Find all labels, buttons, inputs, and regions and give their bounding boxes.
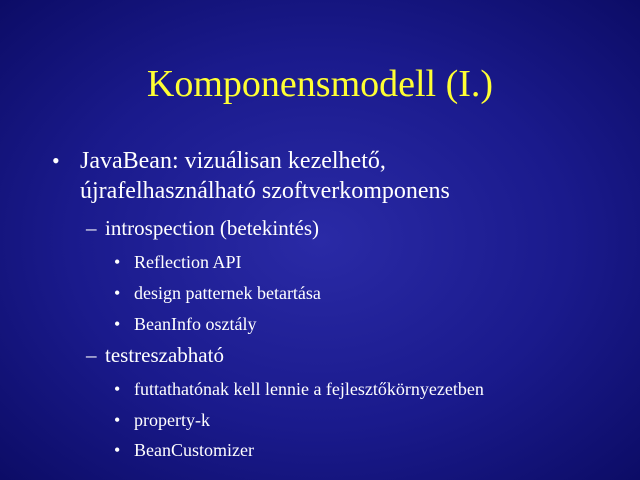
sub-bullet-label: introspection (betekintés) xyxy=(105,216,320,240)
bullet-marker: • xyxy=(114,410,121,430)
list-item-text: property-k xyxy=(134,410,210,430)
main-bullet-line-1: JavaBean: vizuálisan kezelhető, xyxy=(80,148,386,174)
list-item-text: Reflection API xyxy=(134,252,242,272)
bullet-marker: • xyxy=(114,379,121,399)
list-item-text: BeanInfo osztály xyxy=(134,314,257,334)
slide-title: Komponensmodell (I.) xyxy=(146,63,494,105)
bullet-marker: • xyxy=(114,314,121,334)
main-bullet-line-2: újrafelhasználható szoftverkomponens xyxy=(80,178,450,204)
bullet-marker: • xyxy=(114,283,121,303)
bullet-marker: • xyxy=(52,148,60,173)
list-item-text: design patternek betartása xyxy=(134,283,321,303)
list-item-text: futtathatónak kell lennie a fejlesztőkörnyezetben xyxy=(134,379,484,399)
sub-bullet-label: testreszabható xyxy=(105,343,224,367)
dash-marker: – xyxy=(86,216,97,240)
dash-marker: – xyxy=(86,343,97,367)
bullet-marker: • xyxy=(114,440,121,460)
bullet-marker: • xyxy=(114,252,121,272)
list-item-text: BeanCustomizer xyxy=(134,440,254,460)
